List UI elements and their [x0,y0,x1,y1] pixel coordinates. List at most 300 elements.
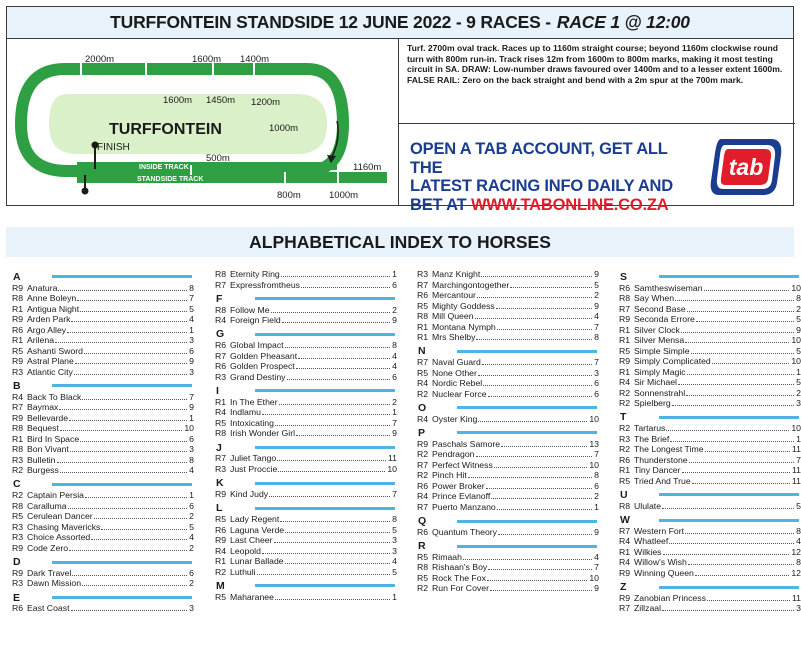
horse-entry [12,543,194,554]
dot-leader [296,435,390,436]
dot-leader [75,363,187,364]
race-code: R2 [619,387,631,398]
horse-number: 7 [189,293,194,304]
race-code: R9 [12,356,24,367]
dot-leader [82,399,187,400]
race-code: R7 [417,501,429,512]
dot-leader [287,379,391,380]
horse-name: Paschals Samore [432,438,501,449]
advert-url[interactable]: WWW.TABONLINE.CO.ZA [470,195,669,214]
horse-number: 6 [594,388,599,399]
letter-label: A [13,270,21,283]
dot-leader [301,287,390,288]
race-code: R7 [215,350,227,361]
horse-entry [619,557,801,568]
horse-entry [619,314,801,325]
horse-name: Leopold [230,545,261,556]
horse-name: Pinch Hit [432,470,467,481]
horse-number: 11 [791,444,801,455]
horse-name: Dawn Mission [27,578,82,589]
letter-rule [255,584,395,587]
horse-name: Bellevarde [27,412,69,423]
horse-name: Maharanee [230,591,274,602]
letter-heading [619,581,801,593]
marker-1160: 1160m [353,162,382,173]
horse-entry [12,293,194,304]
dot-leader [463,559,592,560]
advert-line-2: LATEST RACING INFO DAILY AND [410,177,673,195]
dot-leader [476,456,593,457]
horse-number: 4 [796,536,801,547]
letter-heading [215,329,397,341]
horse-entry [619,568,801,579]
horse-entry [417,439,599,450]
horse-entry [417,491,599,502]
horse-name: In The Ether [230,396,278,407]
race-code: R3 [12,366,24,377]
horse-entry [417,502,599,513]
race-code: R8 [12,423,24,434]
race-code: R4 [417,491,429,502]
horse-name: Juliet Tango [230,453,277,464]
horse-name: Just Proccie [230,463,278,474]
horse-entry [417,460,599,471]
dot-leader [68,508,188,509]
letter-label: W [620,514,630,527]
horse-entry [215,592,397,603]
finish-label: FINISH [97,142,130,153]
dot-leader [498,534,592,535]
horse-number: 8 [796,525,801,536]
letter-label: G [216,328,225,341]
horse-entry [417,562,599,573]
dot-leader [704,290,790,291]
race-code: R7 [215,279,227,290]
horse-name: Simply Magic [634,366,686,377]
letter-rule [457,431,597,434]
dot-leader [491,498,592,499]
dot-leader [669,543,794,544]
dot-leader [486,488,593,489]
letter-rule [255,507,395,510]
horse-entry [619,388,801,399]
letter-label: N [418,345,426,358]
dot-leader [269,496,390,497]
horse-number: 10 [589,572,599,583]
horse-name: Seconda Errore [634,314,695,325]
track-map-drawing [7,39,399,205]
horse-number: 8 [189,282,194,293]
horse-entry [215,305,397,316]
race-code: R8 [12,500,24,511]
dot-leader [285,532,390,533]
horse-name: Luthuli [230,566,256,577]
horse-number: 1 [594,501,599,512]
horse-entry [619,476,801,487]
horse-number: 6 [594,480,599,491]
horse-name: Rishaan's Boy [432,562,488,573]
dot-leader [84,353,187,354]
horse-entry [619,455,801,466]
horse-number: 2 [594,491,599,502]
horse-number: 10 [589,413,599,424]
horse-entry [215,546,397,557]
horse-number: 13 [589,438,599,449]
horse-entry [215,464,397,475]
dot-leader [77,300,187,301]
horse-number: 3 [189,603,194,614]
race-code: R6 [12,603,24,614]
index-column-2 [215,268,397,602]
horse-entry [215,489,397,500]
horse-number: 5 [796,345,801,356]
horse-number: 11 [791,465,801,476]
horse-entry [12,434,194,445]
horse-entry [619,325,801,336]
marker-1000-inner: 1000m [269,123,299,134]
letter-heading [417,515,599,527]
dot-leader [675,300,794,301]
horse-entry [215,428,397,439]
dot-leader [689,462,795,463]
dot-leader [482,364,592,365]
horse-entry [619,356,801,367]
race-code: R2 [619,444,631,455]
horse-entry [215,556,397,567]
dot-leader [74,374,187,375]
horse-entry [619,444,801,455]
dot-leader [71,610,188,611]
letter-rule [255,446,395,449]
race-code: R5 [12,511,24,522]
horse-name: Golden Pheasant [230,350,298,361]
dot-leader [686,395,794,396]
horse-entry [215,407,397,418]
horse-entry [417,378,599,389]
race-code: R5 [619,475,631,486]
dot-leader [695,575,789,576]
letter-label: R [418,540,426,553]
race-code: R8 [619,500,631,511]
horse-name: Zanobian Princess [634,592,706,603]
horse-name: Astral Plane [27,356,74,367]
dot-leader [285,347,391,348]
marker-1450: 1450m [206,95,236,106]
dot-leader [262,553,390,554]
index-title: ALPHABETICAL INDEX TO HORSES [6,227,794,257]
horse-name: Thunderstone [634,454,688,465]
horse-number: 3 [189,366,194,377]
horse-entry [12,511,194,522]
standside-straight [77,172,387,183]
race-code: R8 [215,269,227,279]
horse-entry [12,283,194,294]
horse-number: 8 [796,557,801,568]
horse-entry [619,346,801,357]
dot-leader [67,332,187,333]
horse-name: Rock The Fox [432,572,486,583]
horse-entry [215,269,397,280]
letter-rule [52,483,192,486]
letter-rule [52,384,192,387]
horse-name: Bon Vivant [27,444,69,455]
horse-number: 3 [796,398,801,409]
horse-number: 8 [594,332,599,342]
marker-500: 500m [206,153,230,164]
race-code: R9 [12,282,24,293]
horse-entry [417,368,599,379]
horse-number: 10 [791,335,801,346]
horse-name: Oyster King [432,413,478,424]
horse-number: 1 [796,433,801,444]
horse-entry [417,301,599,312]
letter-heading [215,385,397,397]
dot-leader [681,332,794,333]
race-code: R4 [215,407,227,418]
horse-name: Golden Prospect [230,361,295,372]
advert-line-1: OPEN A TAB ACCOUNT, GET ALL THE [410,140,668,177]
horse-entry [12,522,194,533]
race-code: R2 [417,470,429,481]
horse-name: Willow's Wish [634,557,687,568]
letter-heading [417,427,599,439]
horse-name: Simple Simple [634,345,690,356]
dot-leader [672,405,794,406]
dot-leader [682,472,790,473]
horse-number: 6 [392,279,397,290]
horse-name: Spielberg [634,398,671,409]
horse-number: 2 [796,303,801,314]
horse-entry [12,413,194,424]
horse-name: Nordic Rebel [432,378,483,389]
race-code: R2 [619,423,631,434]
horse-number: 5 [796,500,801,511]
horse-number: 4 [189,532,194,543]
race-code: R8 [215,428,227,439]
horse-name: Mighty Goddess [432,300,495,311]
horse-entry [619,536,801,547]
horse-entry [417,322,599,333]
horse-number: 4 [392,556,397,567]
dot-leader [476,339,592,340]
marker-1000-outer: 1000m [329,190,359,201]
dot-leader [483,385,592,386]
horse-number: 12 [791,546,801,557]
horse-entry [215,372,397,383]
race-code: R4 [417,413,429,424]
horse-number: 9 [796,324,801,335]
horse-name: Anatura [27,282,58,293]
horse-number: 1 [189,412,194,423]
horse-number: 4 [189,465,194,476]
dot-leader [274,542,391,543]
horse-entry [12,444,194,455]
horse-number: 3 [392,545,397,556]
horse-entry [215,453,397,464]
horse-entry [417,280,599,291]
horse-name: Silver Mensa [634,335,685,346]
horse-name: Cerulean Dancer [27,511,93,522]
horse-name: Bequest [27,423,59,434]
horse-name: Prince Evlanoff [432,491,491,502]
dot-leader [490,590,592,591]
dot-leader [279,404,391,405]
letter-heading [12,556,194,568]
horse-entry [12,423,194,434]
horse-number: 6 [189,567,194,578]
horse-number: 6 [189,345,194,356]
horse-name: Eternity Ring [230,269,280,279]
horse-name: Grand Destiny [230,371,286,382]
horse-entry [12,532,194,543]
horse-entry [417,332,599,343]
horse-number: 8 [392,514,397,525]
letter-label: S [620,270,628,283]
letter-rule [659,493,799,496]
horse-name: Foreign Field [230,315,281,326]
horse-name: Chasing Mavericks [27,521,101,532]
horse-entry [215,280,397,291]
race-code: R4 [619,377,631,388]
race-code: R7 [619,603,631,614]
horse-number: 6 [594,378,599,389]
letter-label: E [13,591,21,604]
race-code: R3 [12,532,24,543]
race-code: R2 [12,465,24,476]
horse-name: Puerto Manzano [432,501,496,512]
dot-leader [101,529,187,530]
horse-name: Sonnenstrahl [634,387,686,398]
race-code: R8 [417,562,429,573]
dot-leader [662,508,794,509]
horse-number: 2 [392,396,397,407]
horse-name: Arilena [27,335,55,346]
horse-number: 4 [189,314,194,325]
race-code: R6 [215,524,227,535]
race-time: RACE 1 @ 12:00 [556,12,690,32]
letter-label: F [216,292,223,305]
dot-leader [91,539,187,540]
race-code: R6 [417,480,429,491]
race-code: R5 [215,417,227,428]
dot-leader [662,610,794,611]
letter-heading [417,346,599,358]
horse-name: Code Zero [27,542,69,553]
page-title [7,7,793,39]
dot-leader [501,446,587,447]
horse-number: 4 [594,551,599,562]
marker-1600-outer: 1600m [192,54,222,65]
race-code: R8 [619,293,631,304]
race-code: R1 [12,303,24,314]
tab-logo [707,133,785,201]
horse-number: 10 [589,459,599,470]
race-code: R7 [619,525,631,536]
race-code: R3 [12,521,24,532]
horse-number: 1 [189,324,194,335]
race-code: R9 [12,314,24,325]
dot-leader [71,321,187,322]
dot-leader [510,287,592,288]
horse-name: Sir Michael [634,377,677,388]
horse-number: 9 [189,356,194,367]
inside-track-label: INSIDE TRACK [139,164,189,171]
horse-number: 10 [791,282,801,293]
dot-leader [705,451,790,452]
horse-number: 5 [392,524,397,535]
letter-heading [619,271,801,283]
horse-entry [417,481,599,492]
horse-number: 9 [594,300,599,311]
index-column-4 [619,268,801,614]
horse-name: Montana Nymph [432,321,496,332]
horse-number: 1 [796,366,801,377]
horse-number: 8 [392,340,397,351]
horse-name: Arden Park [27,314,71,325]
horse-number: 5 [392,566,397,577]
letter-rule [659,416,799,419]
horse-name: Zillzaal [634,603,662,614]
dot-leader [82,585,187,586]
dot-leader [685,342,789,343]
race-code: R9 [12,567,24,578]
horse-number: 6 [189,500,194,511]
horse-name: None Other [432,367,477,378]
horse-entry [417,552,599,563]
letter-label: Q [418,515,427,528]
race-code: R1 [417,332,429,342]
race-code: R3 [417,269,429,279]
dot-leader [497,329,592,330]
letter-label: O [418,401,427,414]
horse-name: Bulletin [27,454,56,465]
horse-name: Burgess [27,465,59,476]
horse-name: Silver Clock [634,324,680,335]
horse-name: Run For Cover [432,583,489,594]
dot-leader [257,574,391,575]
race-code: R1 [619,546,631,557]
race-code: R4 [417,378,429,389]
horse-name: Whatleef [634,536,669,547]
race-code: R8 [12,293,24,304]
race-code: R6 [417,526,429,537]
horse-number: 2 [189,578,194,589]
race-code: R6 [417,290,429,300]
race-code: R5 [215,591,227,602]
dot-leader [692,483,790,484]
race-code: R1 [619,465,631,476]
horse-name: Indlamu [230,407,261,418]
horse-name: Choice Assorted [27,532,91,543]
horse-name: Mrs Shelby [432,332,476,342]
dot-leader [488,569,592,570]
letter-rule [457,520,597,523]
dot-leader [94,518,187,519]
letter-rule [255,297,395,300]
horse-name: Ashanti Sword [27,345,84,356]
dot-leader [55,342,187,343]
letter-heading [12,380,194,392]
horse-number: 3 [392,535,397,546]
dot-leader [691,353,795,354]
letter-heading [215,580,397,592]
horse-name: Marchingontogether [432,279,510,290]
race-code: R4 [215,545,227,556]
race-code: R5 [619,345,631,356]
dot-leader [85,497,187,498]
horse-name: Irish Wonder Girl [230,428,296,439]
horse-name: East Coast [27,603,70,614]
